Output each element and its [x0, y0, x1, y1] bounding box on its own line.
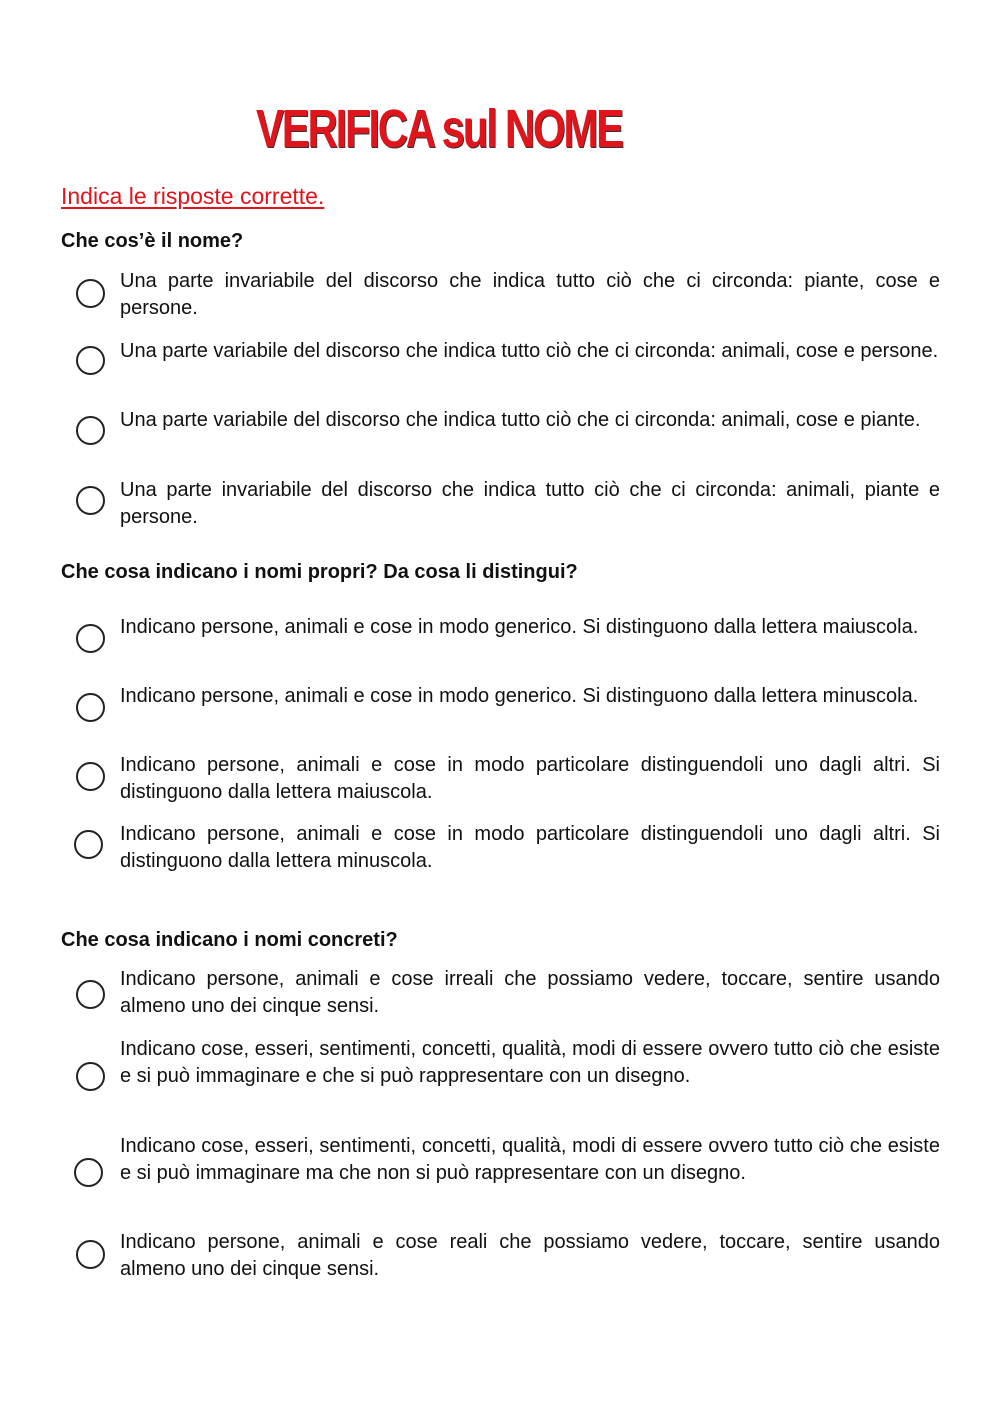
question-3-title: Che cosa indicano i nomi concreti? — [61, 929, 398, 951]
radio-button[interactable] — [76, 416, 105, 445]
radio-button[interactable] — [76, 980, 105, 1009]
radio-button[interactable] — [76, 346, 105, 375]
option-text: Una parte variabile del discorso che indica tutto ciò che ci circonda: animali, cose e piante. — [120, 409, 921, 431]
option-text: Una parte variabile del discorso che indica tutto ciò che ci circonda: animali, cose e persone. — [120, 340, 939, 362]
radio-button[interactable] — [76, 693, 105, 722]
option-text: Indicano persone, animali e cose in modo generico. Si distinguono dalla lettera maiuscola. — [120, 616, 919, 638]
option-text: Indicano persone, animali e cose irreali che possiamo vedere, toccare, sentire usando almeno uno dei cinque sensi. — [120, 968, 940, 1017]
question-1-title: Che cos’è il nome? — [61, 230, 244, 252]
radio-button[interactable] — [76, 486, 105, 515]
option-text: Una parte invariabile del discorso che indica tutto ciò che ci circonda: piante, cose e persone. — [120, 270, 940, 319]
question-2-title: Che cosa indicano i nomi propri? Da cosa li distingui? — [61, 561, 578, 583]
radio-button[interactable] — [76, 1240, 105, 1269]
radio-button[interactable] — [76, 624, 105, 653]
radio-button[interactable] — [76, 1062, 105, 1091]
option-text: Indicano cose, esseri, sentimenti, concetti, qualità, modi di essere ovvero tutto ciò che esiste e si può immaginare e che si può rappresentare con un disegno. — [120, 1038, 940, 1087]
page-title: VERIFICA sul NOME — [256, 99, 622, 159]
option-text: Indicano persone, animali e cose in modo particolare distinguendoli uno dagli altri. Si distinguono dalla lettera minuscola. — [120, 823, 940, 872]
option-text: Una parte invariabile del discorso che indica tutto ciò che ci circonda: animali, piante e persone. — [120, 479, 940, 528]
radio-button[interactable] — [74, 830, 103, 859]
instruction-text: Indica le risposte corrette. — [61, 183, 325, 209]
option-text: Indicano cose, esseri, sentimenti, concetti, qualità, modi di essere ovvero tutto ciò che esiste e si può immaginare ma che non si può rappresentare con un disegno. — [120, 1135, 940, 1184]
radio-button[interactable] — [76, 762, 105, 791]
radio-button[interactable] — [74, 1158, 103, 1187]
option-text: Indicano persone, animali e cose in modo particolare distinguendoli uno dagli altri. Si distinguono dalla lettera maiuscola. — [120, 754, 940, 803]
option-text: Indicano persone, animali e cose reali che possiamo vedere, toccare, sentire usando almeno uno dei cinque sensi. — [120, 1231, 940, 1280]
radio-button[interactable] — [76, 279, 105, 308]
option-text: Indicano persone, animali e cose in modo generico. Si distinguono dalla lettera minuscola. — [120, 685, 919, 707]
